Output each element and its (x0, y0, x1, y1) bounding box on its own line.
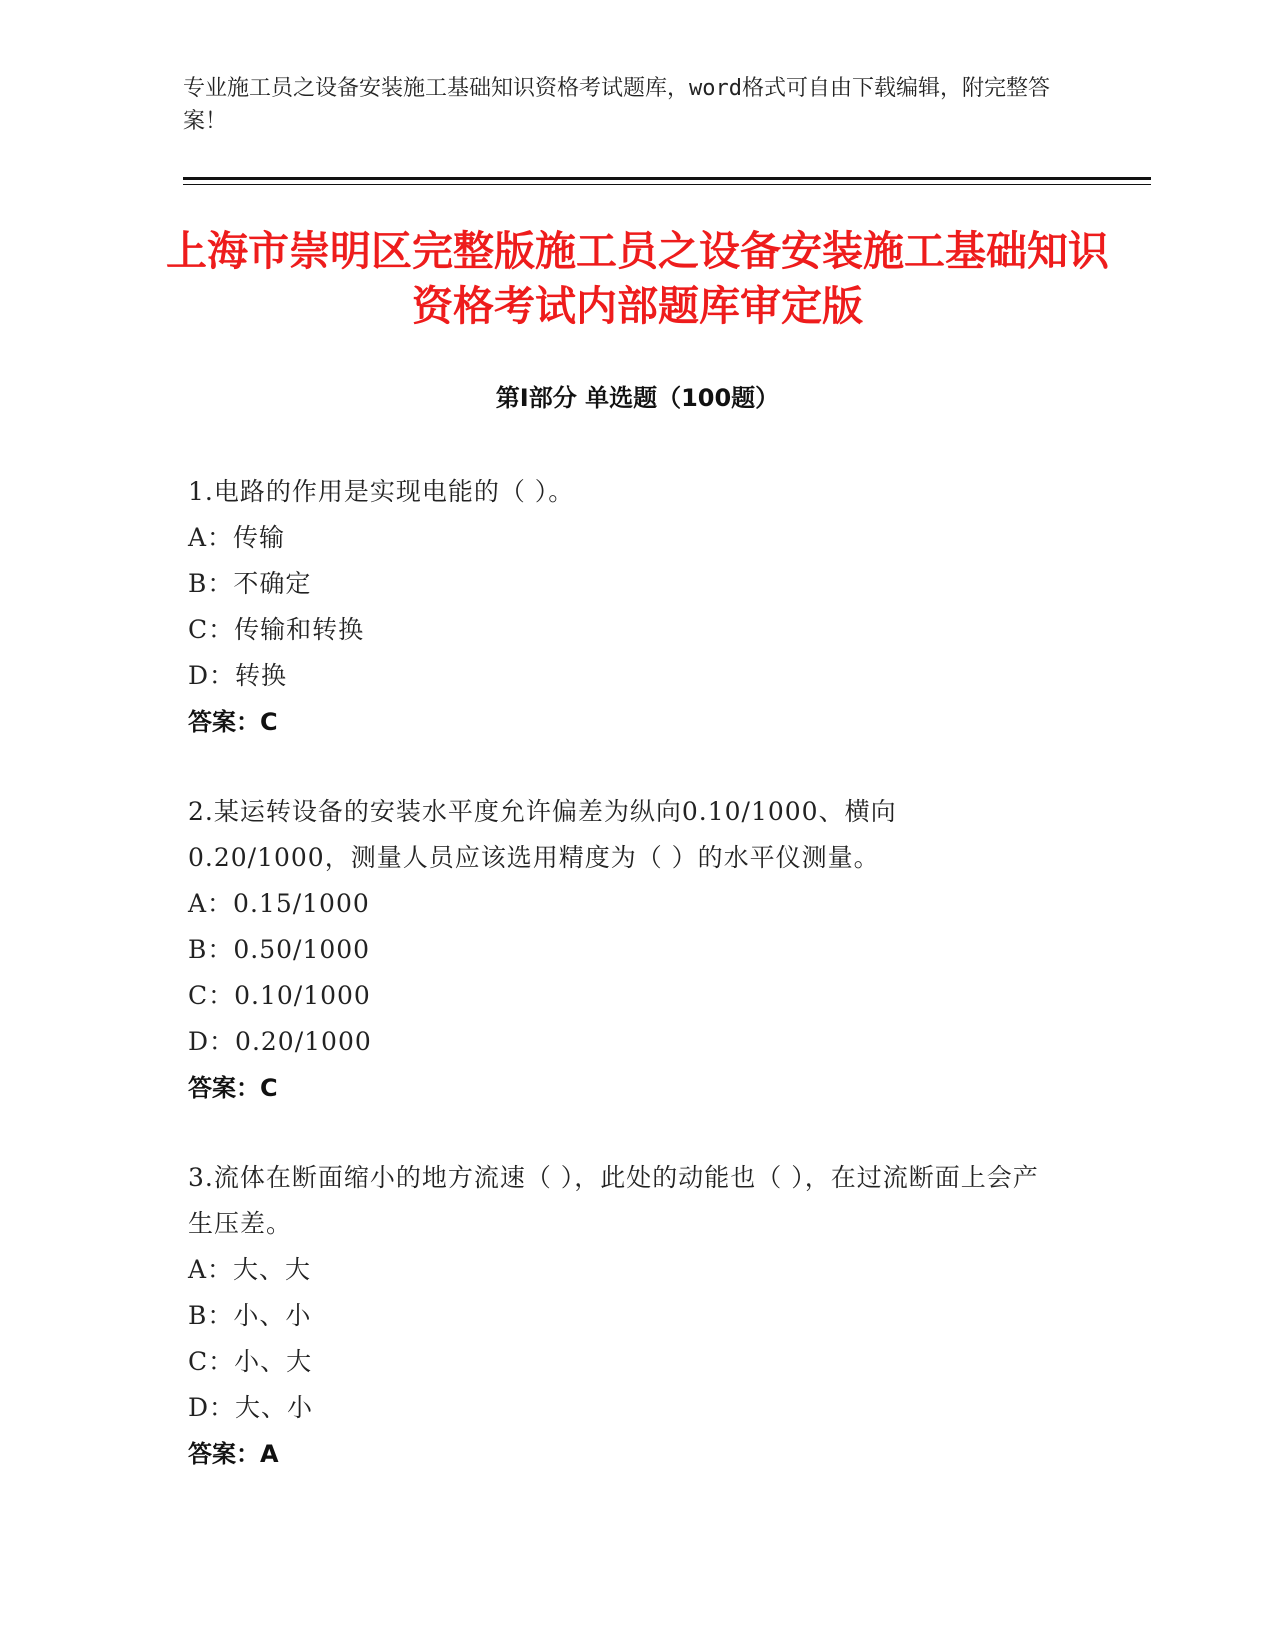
question-2 (188, 789, 1058, 1111)
option-c: C：传输和转换 (188, 615, 365, 644)
option-d: D：大、小 (188, 1393, 314, 1422)
question-stem: 3.流体在断面缩小的地方流速（ ），此处的动能也（ ），在过流断面上会产生压差。 (188, 1163, 1039, 1238)
question-list (188, 469, 1058, 1521)
header-rule-thin (183, 184, 1151, 185)
option-a: A：传输 (188, 523, 286, 552)
document-title: 上海市崇明区完整版施工员之设备安装施工基础知识资格考试内部题库审定版 (166, 227, 1109, 330)
section-heading: 第Ⅰ部分 单选题（100题） (495, 384, 780, 412)
option-b: B：不确定 (188, 569, 312, 598)
header-rule-thick (183, 177, 1151, 180)
question-3 (188, 1155, 1058, 1477)
option-d: D：0.20/1000 (188, 1027, 372, 1056)
header-note: 专业施工员之设备安装施工基础知识资格考试题库，word格式可自由下载编辑，附完整答案！ (183, 76, 1050, 134)
question-stem: 2.某运转设备的安装水平度允许偏差为纵向0.10/1000、横向0.20/1000，测量人员应该选用精度为（ ）的水平仪测量。 (188, 797, 897, 872)
question-1 (188, 469, 1058, 745)
option-a: A：0.15/1000 (188, 889, 370, 918)
option-a: A：大、大 (188, 1255, 312, 1284)
answer: 答案：C (188, 1074, 278, 1102)
answer: 答案：C (188, 708, 278, 736)
answer: 答案：A (188, 1440, 279, 1468)
option-c: C：小、大 (188, 1347, 313, 1376)
option-d: D：转换 (188, 661, 288, 690)
option-c: C：0.10/1000 (188, 981, 371, 1010)
option-b: B：小、小 (188, 1301, 312, 1330)
question-stem: 1.电路的作用是实现电能的（ ）。 (188, 477, 575, 506)
option-b: B：0.50/1000 (188, 935, 371, 964)
